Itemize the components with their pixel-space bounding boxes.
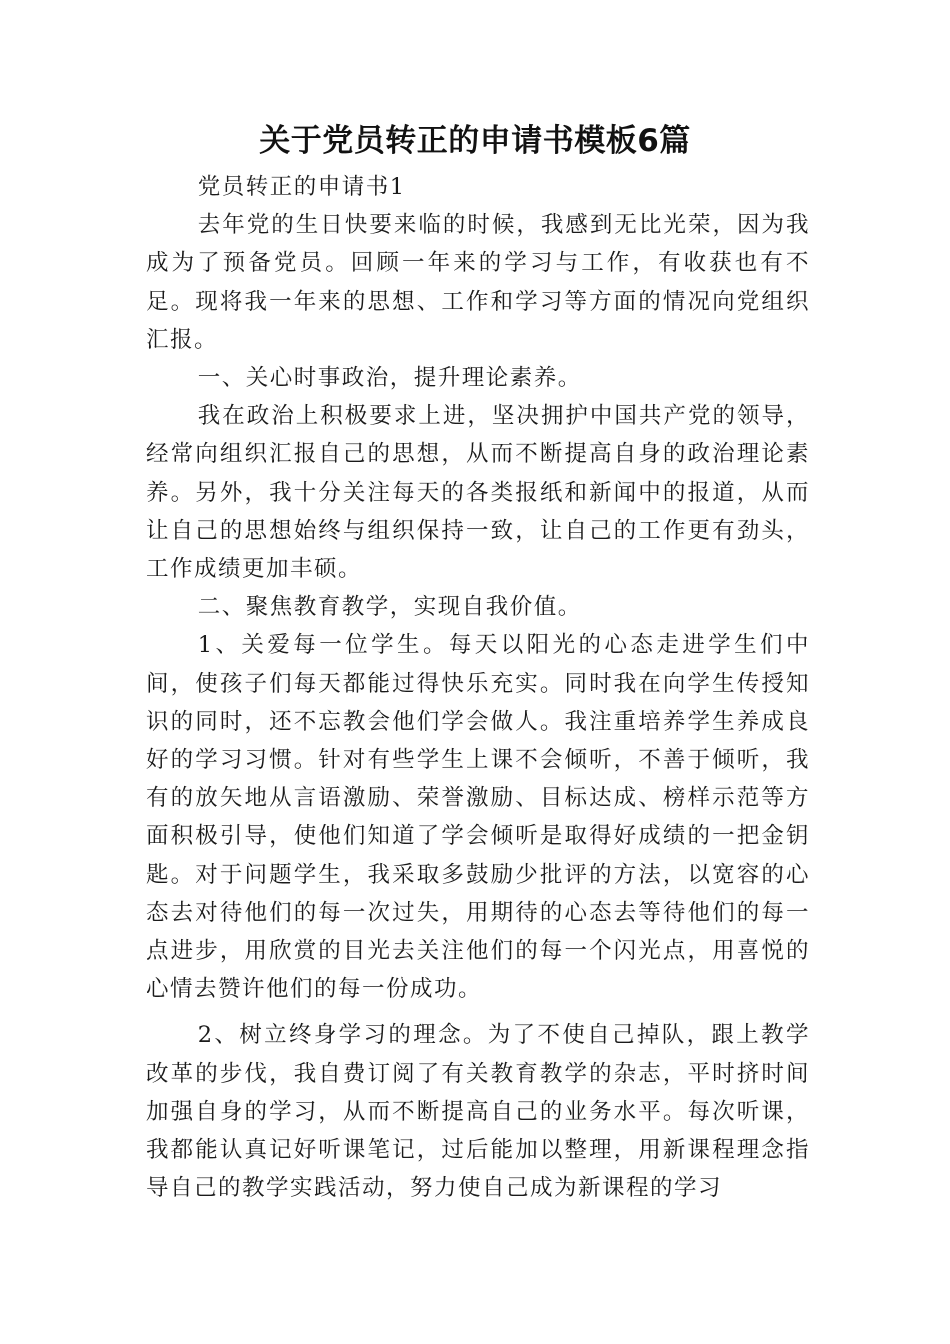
document-title: 关于党员转正的申请书模板6篇: [259, 123, 691, 159]
section-heading-1: 党员转正的申请书1: [197, 174, 406, 200]
body-paragraph: 2、树立终身学习的理念。为了不使自己掉队，跟上教学改革的步伐，我自费订阅了有关教育教学的杂志，平时挤时间加强自身的学习，从而不断提高自己的业务水平。每次听课，我都能认真记好听课笔记，过后能加以整理，用新课程理念指导自己的教学实践活动，努力使自己成为新课程的学习: [146, 1022, 810, 1202]
subsection-heading: 二、聚焦教育教学，实现自我价值。: [197, 594, 582, 621]
subsection-heading: 一、关心时事政治，提升理论素养。: [197, 365, 582, 392]
body-paragraph: 1、关爱每一位学生。每天以阳光的心态走进学生们中间，使孩子们每天都能过得快乐充实。同时我在向学生传授知识的同时，还不忘教会他们学会做人。我注重培养学生养成良好的学习习惯。针对有些学生上课不会倾听，不善于倾听，我有的放矢地从言语激励、荣誉激励、目标达成、榜样示范等方面积极引导，使他们知道了学会倾听是取得好成绩的一把金钥匙。对于问题学生，我采取多鼓励少批评的方法，以宽容的心态去对待他们的每一次过失，用期待的心态去等待他们的每一点进步，用欣赏的目光去关注他们的每一个闪光点，用喜悦的心情去赞许他们的每一份成功。: [146, 632, 810, 1003]
document-body: [146, 168, 810, 1207]
body-paragraph: 去年党的生日快要来临的时候，我感到无比光荣，因为我成为了预备党员。回顾一年来的学习与工作，有收获也有不足。现将我一年来的思想、工作和学习等方面的情况向党组织汇报。: [146, 212, 810, 353]
body-paragraph: 我在政治上积极要求上进，坚决拥护中国共产党的领导，经常向组织汇报自己的思想，从而不断提高自身的政治理论素养。另外，我十分关注每天的各类报纸和新闻中的报道，从而让自己的思想始终与组织保持一致，让自己的工作更有劲头，工作成绩更加丰硕。: [146, 403, 810, 583]
